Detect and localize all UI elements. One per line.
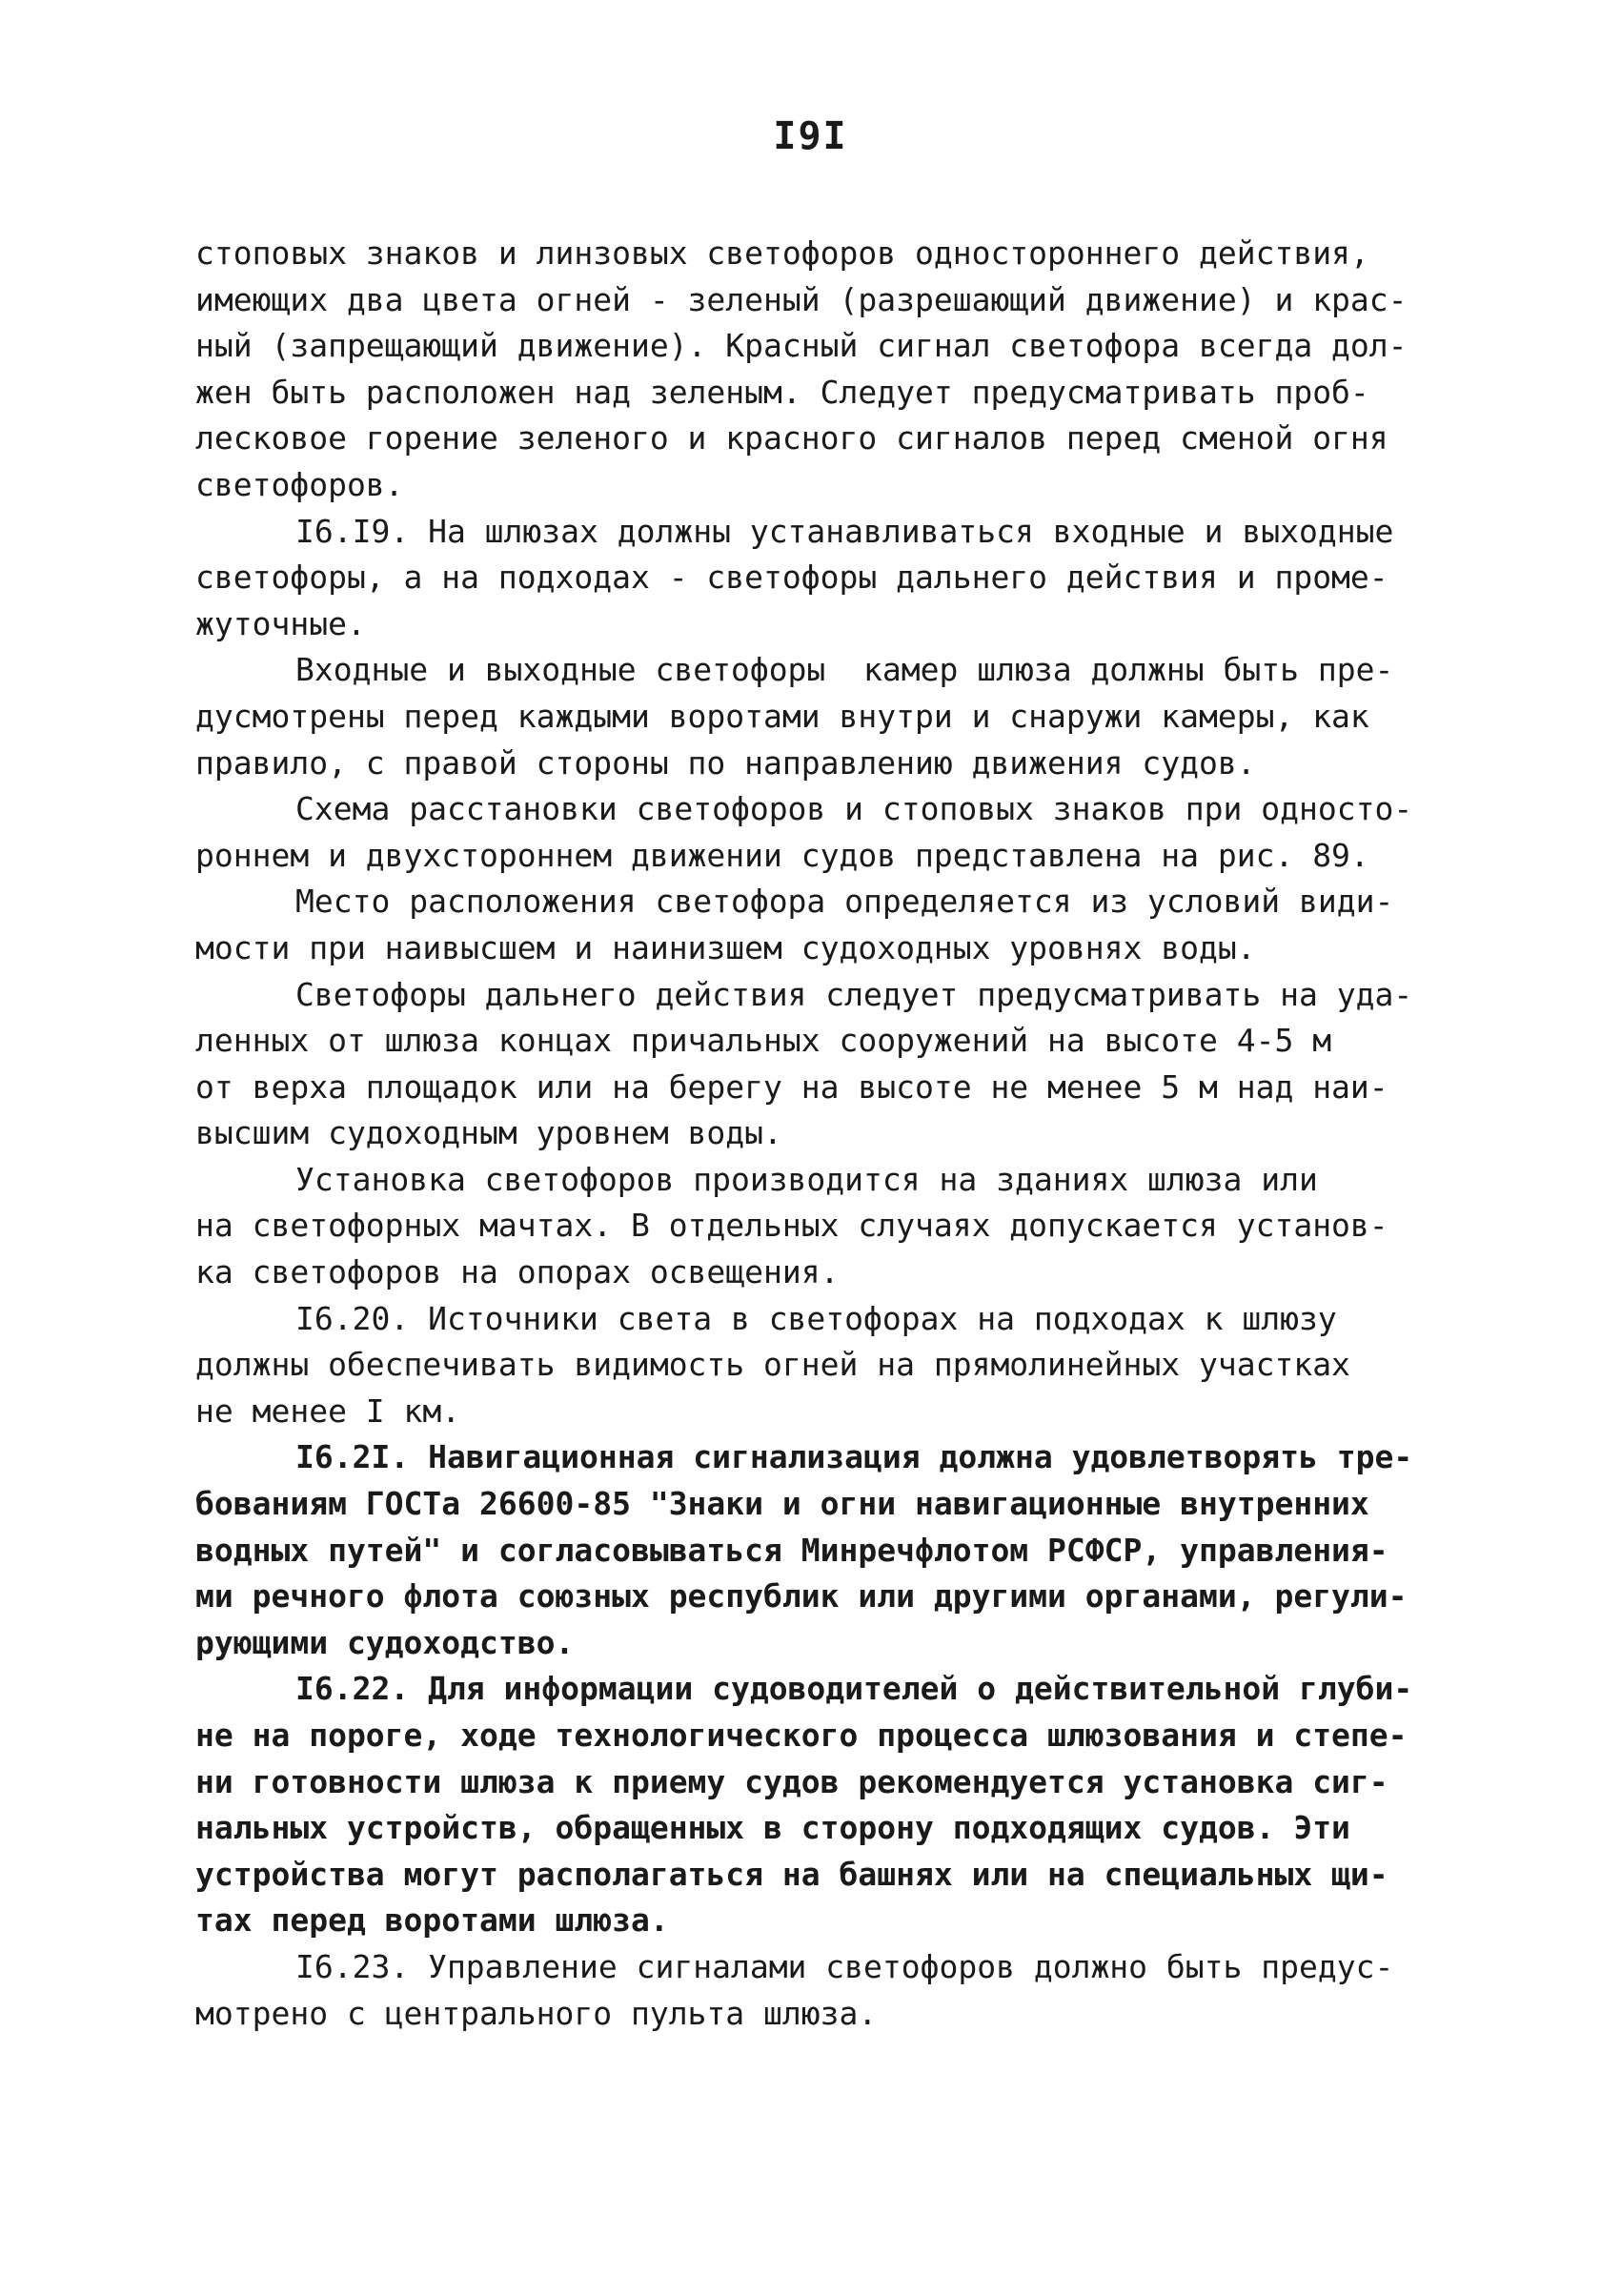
body-text: [195, 231, 1463, 2037]
text-line: стоповых знаков и линзовых светофоров одностороннего действия,: [195, 234, 1369, 272]
text-line: Светофоры дальнего действия следует предусматривать на уда-: [295, 975, 1413, 1013]
text-line: ленных от шлюза концах причальных сооружений на высоте 4-5 м: [195, 1022, 1332, 1060]
text-line: правило, с правой стороны по направлению движения судов.: [195, 743, 1256, 782]
text-line: I6.20. Источники света в светофорах на подходах к шлюзу: [295, 1299, 1337, 1337]
text-line: Место расположения светофора определяется из условий види-: [295, 883, 1394, 921]
text-line: Установка светофоров производится на зданиях шлюза или: [295, 1160, 1318, 1198]
text-line: ка светофоров на опорах освещения.: [195, 1253, 840, 1291]
text-line: мости при наивысшем и наинизшем судоходных уровнях воды.: [195, 928, 1256, 966]
text-line: от верха площадок или на берегу на высоте не менее 5 м над наи-: [195, 1067, 1388, 1106]
text-line: на светофорных мачтах. В отдельных случаях допускается установ-: [195, 1207, 1388, 1245]
text-line: тах перед воротами шлюза.: [195, 1901, 669, 1940]
text-line: ный (запрещающий движение). Красный сигнал светофора всегда дол-: [195, 327, 1408, 365]
text-line: жен быть расположен над зеленым. Следует предусматривать проб-: [195, 373, 1369, 411]
text-line: рующими судоходство.: [195, 1623, 575, 1661]
text-line: светофоров.: [195, 465, 404, 503]
text-line: не менее I км.: [195, 1392, 461, 1430]
text-line: Схема расстановки светофоров и стоповых знаков при односто-: [295, 790, 1413, 828]
text-line: мотрено с центрального пульта шлюза.: [195, 1994, 878, 2032]
text-line: дусмотрены перед каждыми воротами внутри и снаружи камеры, как: [195, 697, 1369, 735]
text-line: устройства могут располагаться на башнях или на специальных щи-: [195, 1855, 1388, 1893]
text-line: высшим судоходным уровнем воды.: [195, 1114, 782, 1152]
text-line: роннем и двухстороннем движении судов представлена на рис. 89.: [195, 836, 1369, 874]
text-line: жуточные.: [195, 604, 366, 642]
text-line: лесковое горение зеленого и красного сигналов перед сменой огня: [195, 419, 1388, 457]
text-line: I6.23. Управление сигналами светофоров должно быть предус-: [295, 1947, 1394, 1985]
text-line: должны обеспечивать видимость огней на прямолинейных участках: [195, 1346, 1350, 1384]
text-line: I6.2I. Навигационная сигнализация должна удовлетворять тре-: [295, 1438, 1413, 1476]
text-line: водных путей" и согласовываться Минречфлотом РСФСР, управления-: [195, 1531, 1388, 1569]
text-line: ми речного флота союзных республик или другими органами, регули-: [195, 1577, 1408, 1615]
text-line: Входные и выходные светофоры камер шлюза должны быть пре-: [295, 651, 1394, 689]
text-line: I6.I9. На шлюзах должны устанавливаться входные и выходные: [295, 512, 1394, 550]
text-line: не на пороге, ходе технологического процесса шлюзования и степе-: [195, 1717, 1408, 1754]
text-line: ни готовности шлюза к приему судов рекомендуется установка сиг-: [195, 1762, 1388, 1800]
text-line: бованиям ГОСТа 26600-85 "Знаки и огни навигационные внутренних: [195, 1485, 1369, 1523]
text-line: имеющих два цвета огней - зеленый (разрешающий движение) и крас-: [195, 280, 1408, 318]
text-line: нальных устройств, обращенных в сторону подходящих судов. Эти: [195, 1809, 1350, 1847]
page-number: I9I: [773, 114, 848, 158]
text-line: светофоры, а на подходах - светофоры дальнего действия и проме-: [195, 559, 1388, 597]
text-line: I6.22. Для информации судоводителей о действительной глуби-: [295, 1670, 1413, 1708]
